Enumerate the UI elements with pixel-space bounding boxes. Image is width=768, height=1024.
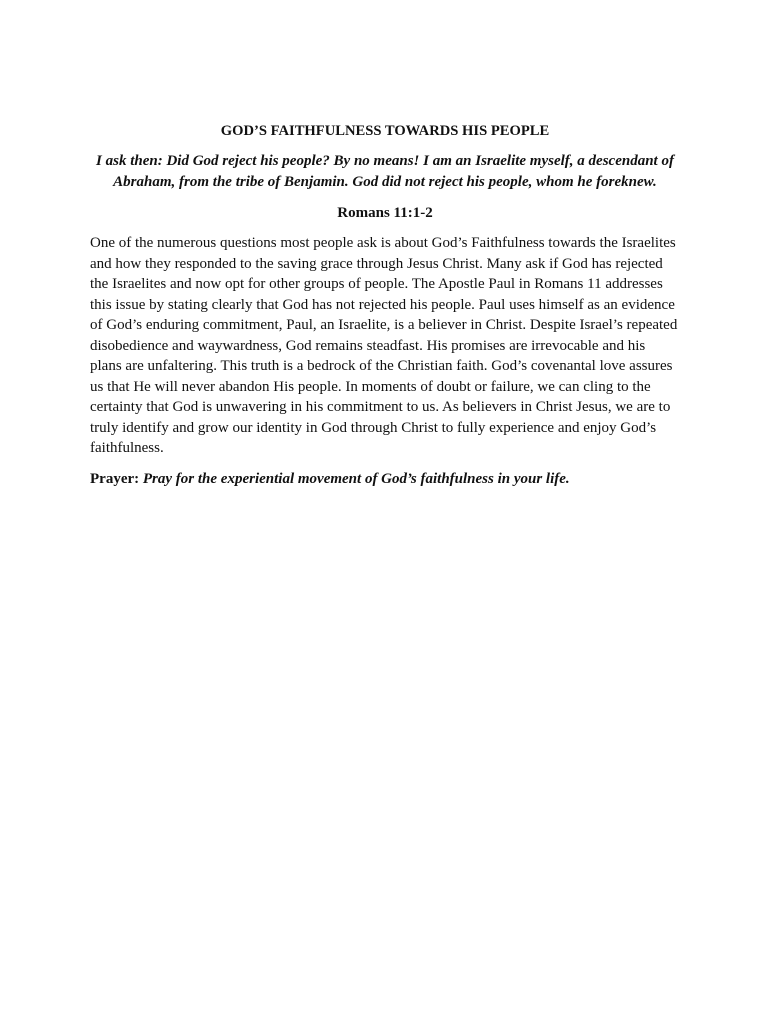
body-paragraph: One of the numerous questions most people ask is about God’s Faithfulness towards the Israelites and how they responded to the saving grace through Jesus Christ. Many ask if God has rejected the Israelites and now opt for other groups of people. The Apostle Paul in Romans 11 addresses this issue by stating clearly that God has not rejected his people. Paul uses himself as an evidence of God’s enduring commitment, Paul, an Israelite, is a believer in Christ. Despite Israel’s repeated disobedience and waywardness, God remains steadfast. His promises are irrevocable and his plans are unfaltering. This truth is a bedrock of the Christian faith. God’s covenantal love assures us that He will never abandon His people. In moments of doubt or failure, we can cling to the certainty that God is unwavering in his commitment to us. As believers in Christ Jesus, we are to truly identify and grow our identity in God through Christ to fully experience and enjoy God’s faithfulness. bbox=[90, 235, 678, 456]
document-title: GOD’S FAITHFULNESS TOWARDS HIS PEOPLE bbox=[220, 123, 550, 139]
document-page bbox=[90, 121, 680, 489]
prayer-text: Pray for the experiential movement of God’s faithfulness in your life. bbox=[142, 470, 570, 487]
prayer-line bbox=[90, 469, 680, 489]
prayer-label: Prayer: bbox=[90, 470, 140, 487]
scripture-reference: Romans 11:1-2 bbox=[337, 205, 433, 221]
scripture-verse: I ask then: Did God reject his people? By no means! I am an Israelite myself, a descendant of Abraham, from the tribe of Benjamin. God did not reject his people, whom he foreknew. bbox=[96, 153, 674, 190]
